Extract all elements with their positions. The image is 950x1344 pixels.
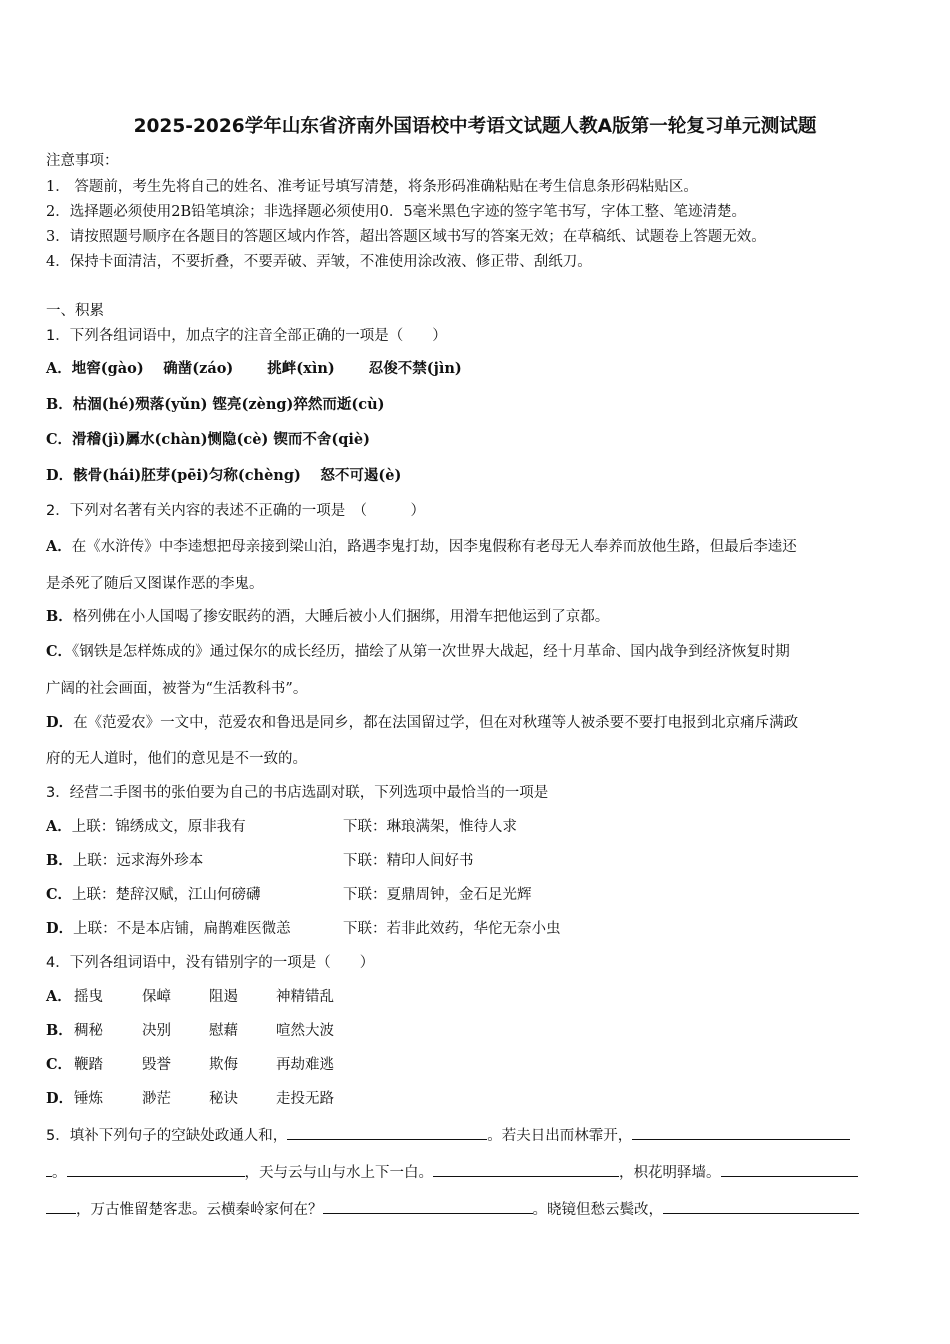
q5-line-3 [46, 1198, 859, 1220]
answer-blank[interactable] [323, 1198, 533, 1214]
word: 鞭踏 [74, 1057, 103, 1073]
q2-option-d [46, 713, 798, 733]
q5-text: ，天与云与山与水上下一白。 [244, 1165, 433, 1181]
q5-text: 。 [52, 1165, 67, 1181]
q4-option-a [46, 987, 72, 1007]
question-5-stem [46, 1124, 850, 1146]
q2-option-c-cont: 广阔的社会画面，被誉为“生活教科书”。 [46, 681, 308, 697]
q2-option-a [46, 537, 797, 557]
notice-item: 4．保持卡面清洁，不要折叠，不要弄破、弄皱，不准使用涂改液、修正带、刮纸刀。 [46, 254, 592, 270]
notice-item: 1． 答题前，考生先将自己的姓名、准考证号填写清楚，将条形码准确粘贴在考生信息条形码粘贴区。 [46, 179, 698, 195]
notice-item: 3．请按照题号顺序在各题目的答题区域内作答，超出答题区域书写的答案无效；在草稿纸、试题卷上答题无效。 [46, 229, 766, 245]
word: 再劫难逃 [276, 1057, 334, 1073]
question-4-stem: 4．下列各组词语中，没有错别字的一项是（ ） [46, 955, 375, 971]
upper-couplet: 上联：远求海外珍本 [72, 853, 204, 869]
option-text: 格列佛在小人国喝了掺安眠药的酒，大睡后被小人们捆绑，用滑车把他运到了京都。 [72, 609, 610, 625]
option-text: 骸骨(hái)胚芽(pēi)匀称(chèng) 怒不可遏(è) [73, 467, 402, 484]
answer-blank[interactable] [632, 1124, 850, 1140]
word: 神精错乱 [276, 989, 334, 1005]
q1-option-c [46, 430, 370, 450]
option-label: B． [46, 396, 73, 413]
word: 锤炼 [74, 1091, 103, 1107]
option-label: C． [46, 1056, 73, 1073]
option-text: 在《水浒传》中李逵想把母亲接到梁山泊，路遇李鬼打劫，因李鬼假称有老母无人奉养而放他生路，但最后李逵还 [71, 539, 797, 555]
q2-option-b [46, 607, 609, 627]
option-text: 滑稽(jì)羼水(chàn)恻隐(cè) 锲而不舍(qiè) [72, 431, 370, 448]
option-label: A． [46, 988, 72, 1005]
word: 阻遏 [209, 989, 238, 1005]
upper-couplet: 上联：锦绣成文，原非我有 [71, 819, 246, 835]
option-text: 枯涸(hé)殒落(yǔn) 铿亮(zèng)猝然而逝(cù) [72, 396, 385, 413]
answer-blank[interactable] [287, 1124, 487, 1140]
q5-text: 。若夫日出而林霏开， [487, 1128, 633, 1144]
question-2-stem: 2．下列对名著有关内容的表述不正确的一项是 （ ） [46, 503, 425, 519]
option-label: D． [46, 467, 74, 484]
lower-couplet: 下联：精印人间好书 [343, 853, 474, 869]
option-label: A． [46, 818, 72, 835]
upper-couplet: 上联：不是本店铺，扁鹊难医微恙 [73, 921, 291, 937]
option-label: B． [46, 608, 73, 625]
q4-option-d [46, 1089, 73, 1109]
notice-item: 2．选择题必须使用2B铅笔填涂；非选择题必须使用0．5毫米黑色字迹的签字笔书写，字体工整、笔迹清楚。 [46, 204, 747, 220]
word: 摇曳 [74, 989, 103, 1005]
word: 喧然大波 [276, 1023, 334, 1039]
option-label: D． [46, 920, 74, 937]
upper-couplet: 上联：楚辞汉赋，江山何磅礴 [72, 887, 261, 903]
q2-option-c [46, 642, 790, 662]
q3-option-d [46, 919, 291, 939]
q4-option-b [46, 1021, 73, 1041]
q5-text: ，万古惟留楚客悲。云横秦岭家何在？ [76, 1202, 323, 1218]
page-title: 2025-2026学年山东省济南外国语校中考语文试题人教A版第一轮复习单元测试题 [133, 116, 817, 137]
option-label: C． [46, 886, 73, 903]
q5-text: 。晓镜但愁云鬓改， [532, 1202, 663, 1218]
answer-blank[interactable] [663, 1198, 859, 1214]
option-label: C． [46, 431, 73, 448]
q2-option-a-cont: 是杀死了随后又图谋作恶的李鬼。 [46, 576, 264, 592]
lower-couplet: 下联：夏鼎周钟，金石足光辉 [343, 887, 532, 903]
q1-option-a [46, 359, 462, 379]
q1-option-d [46, 466, 401, 486]
option-text: 《钢铁是怎样炼成的》通过保尔的成长经历，描绘了从第一次世界大战起，经十月革命、国内战争到经济恢复时期 [72, 644, 790, 660]
answer-blank[interactable] [721, 1161, 858, 1177]
q4-option-c [46, 1055, 72, 1075]
word: 渺茫 [142, 1091, 171, 1107]
answer-blank[interactable] [67, 1161, 245, 1177]
option-text: 地窖(gào) 确凿(záo) 挑衅(xìn) 忍俊不禁(jìn) [71, 360, 462, 377]
q3-option-a [46, 817, 246, 837]
lower-couplet: 下联：琳琅满架，惟待人求 [343, 819, 517, 835]
notice-heading: 注意事项： [46, 153, 119, 169]
q5-text: 5．填补下列句子的空缺处政通人和， [46, 1128, 288, 1144]
answer-blank[interactable] [433, 1161, 619, 1177]
q5-line-2 [46, 1161, 858, 1183]
word: 慰藉 [209, 1023, 238, 1039]
option-label: D． [46, 1090, 74, 1107]
option-label: A． [46, 538, 72, 555]
option-label: A． [46, 360, 72, 377]
option-label: B． [46, 852, 73, 869]
word: 毁誉 [142, 1057, 171, 1073]
lower-couplet: 下联：若非此效药，华佗无奈小虫 [343, 921, 561, 937]
q5-text: ，枳花明驿墙。 [619, 1165, 721, 1181]
word: 稠秘 [74, 1023, 103, 1039]
option-label: B． [46, 1022, 73, 1039]
option-text: 在《范爱农》一文中，范爱农和鲁迅是同乡，都在法国留过学，但在对秋瑾等人被杀要不要打电报到北京痛斥满政 [73, 715, 799, 731]
q3-option-c [46, 885, 261, 905]
word: 走投无路 [276, 1091, 334, 1107]
question-3-stem: 3．经营二手图书的张伯要为自己的书店选副对联，下列选项中最恰当的一项是 [46, 785, 549, 801]
word: 保嶂 [142, 989, 171, 1005]
question-1-stem: 1．下列各组词语中，加点字的注音全部正确的一项是（ ） [46, 328, 447, 344]
q2-option-d-cont: 府的无人道时，他们的意见是不一致的。 [46, 751, 307, 767]
option-label: C． [46, 643, 73, 660]
q3-option-b [46, 851, 203, 871]
answer-blank[interactable] [46, 1198, 76, 1214]
section-heading: 一、积累 [46, 303, 104, 319]
word: 欺侮 [209, 1057, 238, 1073]
word: 秘诀 [209, 1091, 238, 1107]
q1-option-b [46, 395, 385, 415]
option-label: D． [46, 714, 74, 731]
word: 决别 [142, 1023, 171, 1039]
